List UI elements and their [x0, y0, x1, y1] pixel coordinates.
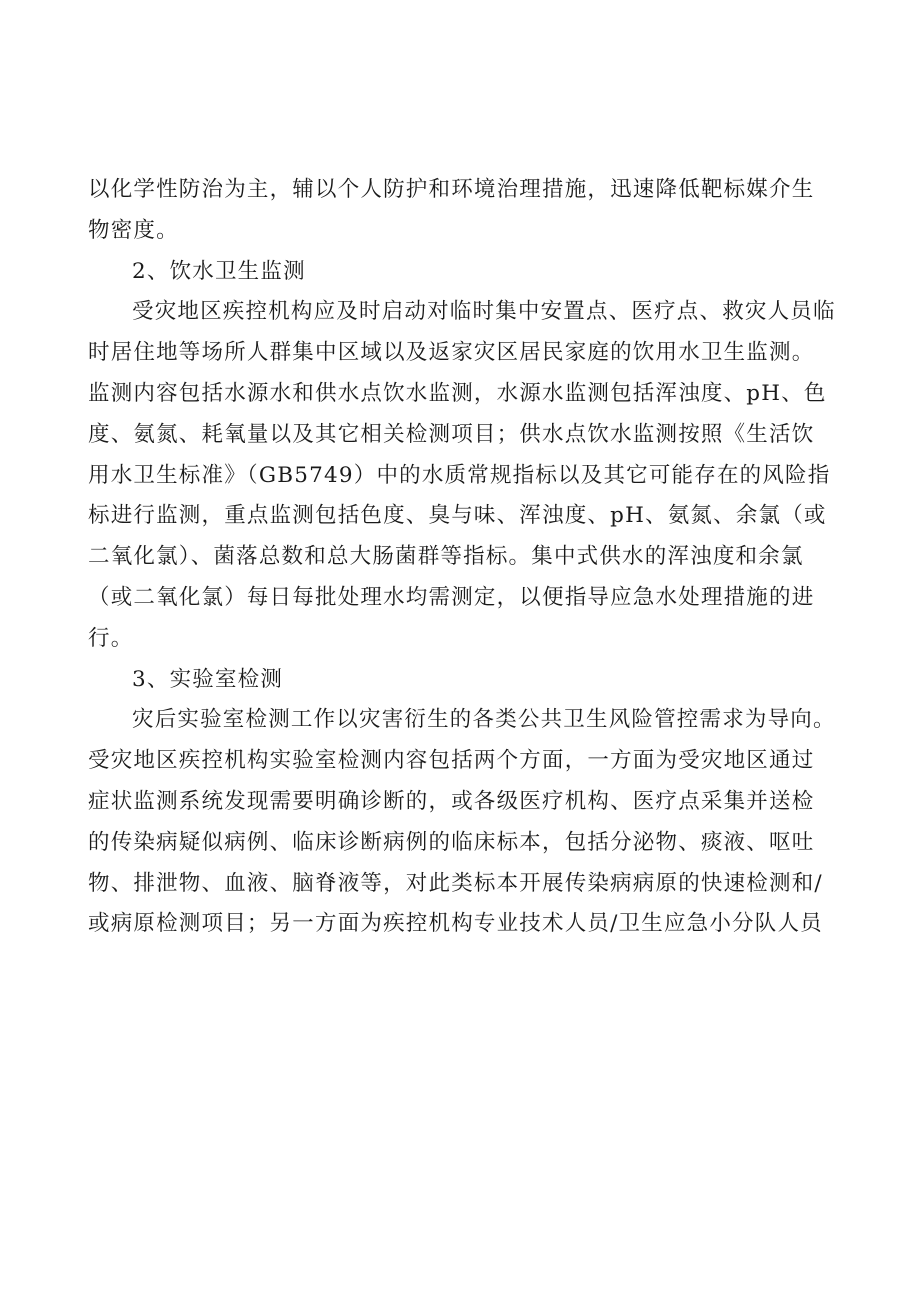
- text-line-6: 监测内容包括水源水和供水点饮水监测，水源水监测包括浑浊度、pH、色: [88, 380, 827, 406]
- text-line-16: 症状监测系统发现需要明确诊断的，或各级医疗机构、医疗点采集并送检: [88, 788, 815, 814]
- section-heading-lab-testing: 3、实验室检测: [132, 666, 284, 692]
- text-line-2: 物密度。: [88, 217, 179, 243]
- text-line-14: 灾后实验室检测工作以灾害衍生的各类公共卫生风险管控需求为导向。: [132, 707, 836, 733]
- text-line-1: 以化学性防治为主，辅以个人防护和环境治理措施，迅速降低靶标媒介生: [88, 177, 815, 202]
- text-line-18: 物、排泄物、血液、脑脊液等，对此类标本开展传染病病原的快速检测和/: [88, 870, 823, 896]
- text-line-7: 度、氨氮、耗氧量以及其它相关检测项目；供水点饮水监测按照《生活饮: [88, 421, 815, 447]
- body-text: [88, 170, 848, 945]
- text-line-15: 受灾地区疾控机构实验室检测内容包括两个方面，一方面为受灾地区通过: [88, 748, 815, 774]
- text-line-10: 二氧化氯）、菌落总数和总大肠菌群等指标。集中式供水的浑浊度和余氯: [88, 544, 804, 570]
- text-line-9: 标进行监测，重点监测包括色度、臭与味、浑浊度、pH、氨氮、余氯（或: [88, 503, 827, 529]
- text-line-4: 受灾地区疾控机构应及时启动对临时集中安置点、医疗点、救灾人员临: [132, 299, 836, 325]
- text-line-19: 或病原检测项目；另一方面为疾控机构专业技术人员/卫生应急小分队人员: [88, 911, 823, 937]
- text-line-8: 用水卫生标准》（GB5749）中的水质常规指标以及其它可能存在的风险指: [88, 462, 831, 488]
- text-line-11: （或二氧化氯）每日每批处理水均需测定，以便指导应急水处理措施的进: [88, 584, 815, 610]
- text-line-17: 的传染病疑似病例、临床诊断病例的临床标本，包括分泌物、痰液、呕吐: [88, 829, 815, 855]
- text-line-12: 行。: [88, 625, 134, 651]
- section-heading-water-monitoring: 2、饮水卫生监测: [132, 258, 306, 284]
- text-line-5: 时居住地等场所人群集中区域以及返家灾区居民家庭的饮用水卫生监测。: [88, 340, 815, 366]
